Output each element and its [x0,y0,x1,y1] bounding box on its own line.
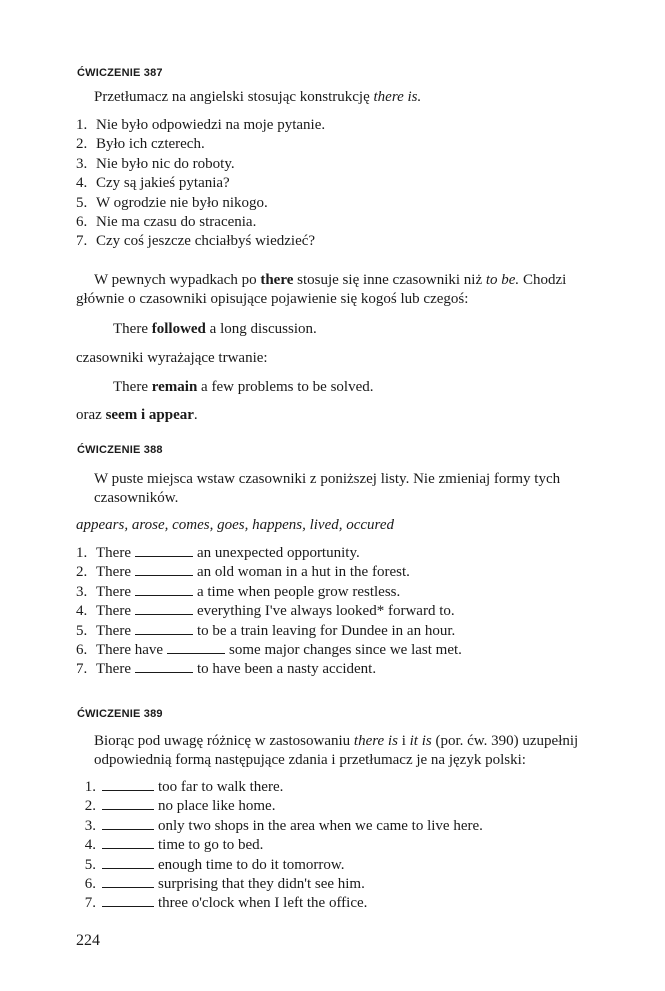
list-item: 6. Nie ma czasu do stracenia. [76,214,257,231]
page-number: 224 [76,932,100,949]
list-item: 7. There to have been a nasty accident. [76,661,377,678]
exercise-387-heading: ĆWICZENIE 387 [77,67,163,79]
list-item: 1. Nie było odpowiedzi na moje pytanie. [76,117,326,133]
blank-line[interactable] [135,622,193,635]
exercise-388-instruction-2: czasowników. [94,490,179,506]
blank-line[interactable] [102,875,154,888]
list-item: 3. only two shops in the area when we came to live here. [84,817,483,834]
explanation-line-4: oraz seem i appear. [76,407,198,423]
blank-line[interactable] [102,778,154,791]
instruction-italic: there is. [373,89,422,105]
blank-line[interactable] [102,856,154,869]
list-item: 6. surprising that they didn't see him. [84,876,365,893]
blank-line[interactable] [135,660,193,673]
list-item: 5. There to be a train leaving for Dundee in an hour. [76,622,456,639]
example-sentence-2: There remain a few problems to be solved. [113,379,374,395]
exercise-388-word-list: appears, arose, comes, goes, happens, lived, occured [76,517,394,533]
explanation-line-1: W pewnych wypadkach po there stosuje się inne czasowniki niż to be. Chodzi [94,272,567,288]
example-sentence-1: There followed a long discussion. [113,321,317,337]
blank-line[interactable] [102,894,154,907]
blank-line[interactable] [102,836,154,849]
blank-line[interactable] [102,797,154,810]
exercise-388-list [76,544,462,680]
list-item: 5. enough time to do it tomorrow. [84,856,345,873]
exercise-388-heading: ĆWICZENIE 388 [77,444,163,456]
list-item: 7. Czy coś jeszcze chciałbyś wiedzieć? [76,233,316,250]
blank-line[interactable] [167,641,225,654]
list-item: 3. There a time when people grow restless. [76,583,401,600]
exercise-389-instruction-2: odpowiednią formą następujące zdania i przetłumacz je na język polski: [94,752,526,768]
explanation-line-3: czasowniki wyrażające trwanie: [76,350,268,366]
blank-line[interactable] [102,817,154,830]
list-item: 1. too far to walk there. [84,779,284,795]
list-item: 7. three o'clock when I left the office. [84,895,368,912]
list-item: 4. Czy są jakieś pytania? [76,175,230,192]
exercise-388-instruction-1: W puste miejsca wstaw czasowniki z poniższej listy. Nie zmieniaj formy tych [94,471,561,487]
explanation-line-2: głównie o czasowniki opisujące pojawienie się kogoś lub czegoś: [76,291,469,307]
list-item: 2. no place like home. [84,798,276,815]
exercise-389-list [70,778,483,914]
blank-line[interactable] [135,602,193,615]
exercise-389-instruction-1: Biorąc pod uwagę różnicę w zastosowaniu there is i it is (por. ćw. 390) uzupełnij [94,733,579,749]
list-item: 1. There an unexpected opportunity. [76,545,360,561]
exercise-387-list [76,116,325,252]
list-item: 2. Było ich czterech. [76,136,205,153]
list-item: 2. There an old woman in a hut in the forest. [76,564,410,581]
list-item: 6. There have some major changes since we last met. [76,642,462,659]
exercise-387-instruction [94,88,421,107]
blank-line[interactable] [135,544,193,557]
list-item: 4. time to go to bed. [84,837,264,854]
blank-line[interactable] [135,563,193,576]
list-item: 5. W ogrodzie nie było nikogo. [76,194,268,211]
list-item: 4. There everything I've always looked* forward to. [76,603,455,620]
instruction-text: Przetłumacz na angielski stosując konstrukcję [94,89,374,105]
list-item: 3. Nie było nic do roboty. [76,155,235,172]
blank-line[interactable] [135,583,193,596]
exercise-389-heading: ĆWICZENIE 389 [77,708,163,720]
